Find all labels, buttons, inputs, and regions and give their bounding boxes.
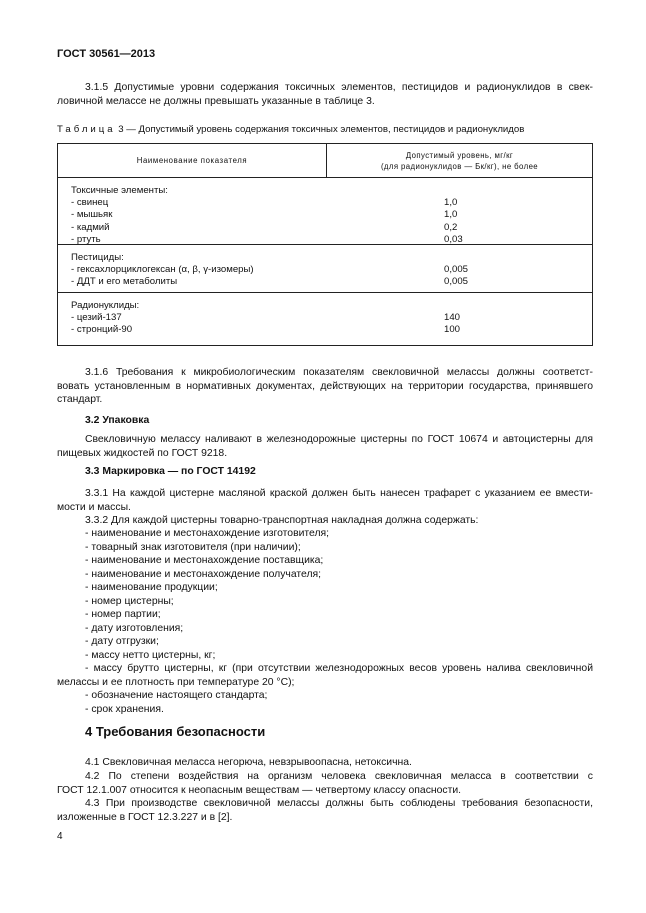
text-line: 4.2 По степени воздействия на организм человека свекловичная меласса в соответствии с <box>85 771 593 782</box>
table-cell: Токсичные элементы: <box>71 185 168 196</box>
section-3-3-title: 3.3 Маркировка — по ГОСТ 14192 <box>85 466 256 477</box>
table-cell: Радионуклиды: <box>71 300 140 311</box>
table-cell: 140 <box>444 312 461 324</box>
contents-list <box>85 527 593 662</box>
table-group-items <box>71 252 254 289</box>
table-row <box>58 178 593 245</box>
list-item: - дату изготовления; <box>85 622 184 634</box>
text-line: 4.3 При производстве свекловичной мелассы должны быть соблюдены требования безопасности, <box>85 798 593 809</box>
table-group-radionuclides <box>58 293 593 346</box>
text-line: мости и массы. <box>57 501 131 513</box>
table-caption <box>57 124 524 135</box>
document-id: ГОСТ 30561—2013 <box>57 48 156 60</box>
list-item: - наименование продукции; <box>85 582 218 593</box>
table-header-row <box>58 144 593 178</box>
table-group-values <box>444 252 468 289</box>
paragraph-3-1-6 <box>57 366 593 407</box>
table-group-values <box>444 300 460 337</box>
table-cell: 0,03 <box>444 233 463 245</box>
list-item: - номер партии; <box>85 609 161 620</box>
table-cell <box>444 252 468 264</box>
text-line: вовать установленным в нормативных документах, действующих на территории государства, принявшего <box>57 380 593 392</box>
page-number: 4 <box>57 831 63 842</box>
table-caption-text: 3 — Допустимый уровень содержания токсичных элементов, пестицидов и радионуклидов <box>118 124 525 135</box>
table-cell: - стронций-90 <box>71 324 133 336</box>
list-item: - наименование и местонахождение изготовителя; <box>85 528 330 539</box>
table-cell: 0,2 <box>444 221 458 233</box>
list-item: - срок хранения. <box>85 703 164 715</box>
table-header-limit-line: Допустимый уровень, мг/кг <box>405 150 514 160</box>
text-line: ГОСТ 12.1.007 относится к неопасным веществам — четвертому классу опасности. <box>57 784 462 796</box>
table-cell: - кадмий <box>71 221 110 233</box>
text-line: мелассы и ее плотность при температуре 20 °С); <box>57 676 295 688</box>
table-group-items <box>71 300 139 337</box>
table-header-name: Наименование показателя <box>58 144 327 178</box>
list-item: - товарный знак изготовителя (при наличии); <box>85 541 301 553</box>
paragraph-3-3-1 <box>57 487 593 514</box>
table-cell: - гексахлорциклогексан (α, β, γ-изомеры) <box>71 264 254 276</box>
text-line: ловичной мелассе не должны превышать указанные в таблице 3. <box>57 95 375 107</box>
table-group-items <box>71 185 168 246</box>
contents-list-end <box>85 689 593 716</box>
paragraph-4-1: 4.1 Свекловичная меласса негорюча, невзрывоопасна, нетоксична. <box>85 757 412 768</box>
table-header-limit-line: (для радионуклидов — Бк/кг), не более <box>380 161 539 171</box>
table-row <box>58 245 593 293</box>
list-item-long <box>57 662 593 689</box>
section-3-2-title: 3.2 Упаковка <box>85 415 150 426</box>
table-group-values <box>444 185 463 246</box>
table-cell: 0,005 <box>444 276 469 288</box>
table-header-limit <box>327 144 593 178</box>
table-cell: - ДДТ и его метаболиты <box>71 276 178 288</box>
paragraph-4-2 <box>57 770 593 797</box>
table-cell: - цезий-137 <box>71 312 122 324</box>
table-cell: - ртуть <box>71 233 101 245</box>
text-line: 3.1.5 Допустимые уровни содержания токсичных элементов, пестицидов и радионуклидов в свек- <box>85 82 593 93</box>
table-cell <box>444 300 460 312</box>
table-cell: 1,0 <box>444 197 458 209</box>
table-group-pesticides <box>58 245 593 293</box>
table-3 <box>57 143 593 346</box>
list-item: - наименование и местонахождение получателя; <box>85 568 322 580</box>
table-cell: - мышьяк <box>71 209 113 221</box>
paragraph-3-3-2: 3.3.2 Для каждой цистерны товарно-транспортная накладная должна содержать: <box>85 515 479 526</box>
list-item: - наименование и местонахождение поставщика; <box>85 555 324 566</box>
paragraph-3-1-5 <box>57 81 593 108</box>
table-cell: Пестициды: <box>71 252 124 263</box>
text-line: стандарт. <box>57 394 103 405</box>
text-line: 3.3.1 На каждой цистерне масляной краской должен быть нанесен трафарет с указанием ее вмести- <box>85 488 593 499</box>
list-item: - обозначение настоящего стандарта; <box>85 690 268 701</box>
table-caption-label: Таблица <box>57 124 116 135</box>
list-item: - массу нетто цистерны, кг; <box>85 649 216 661</box>
text-line: 3.1.6 Требования к микробиологическим показателям свекловичной мелассы должны соответст- <box>85 367 593 378</box>
table-cell: 100 <box>444 324 461 336</box>
text-line: - массу брутто цистерны, кг (при отсутствии железнодорожных весов уровень налива свекловичной <box>85 663 593 674</box>
table-group-toxic <box>58 178 593 245</box>
table-cell: - свинец <box>71 197 109 209</box>
section-4-title: 4 Требования безопасности <box>85 724 266 739</box>
list-item: - дату отгрузки; <box>85 636 159 647</box>
table-cell <box>444 185 463 197</box>
table-row <box>58 293 593 346</box>
text-line: Свекловичную мелассу наливают в железнодорожные цистерны по ГОСТ 10674 и автоцистерны для <box>85 434 593 445</box>
paragraph-3-2 <box>57 433 593 460</box>
list-item: - номер цистерны; <box>85 595 174 607</box>
text-line: изложенные в ГОСТ 12.3.227 и в [2]. <box>57 811 233 823</box>
table-cell: 1,0 <box>444 209 458 221</box>
paragraph-4-3 <box>57 797 593 824</box>
table-cell: 0,005 <box>444 264 469 276</box>
text-line: пищевых жидкостей по ГОСТ 9218. <box>57 447 228 459</box>
